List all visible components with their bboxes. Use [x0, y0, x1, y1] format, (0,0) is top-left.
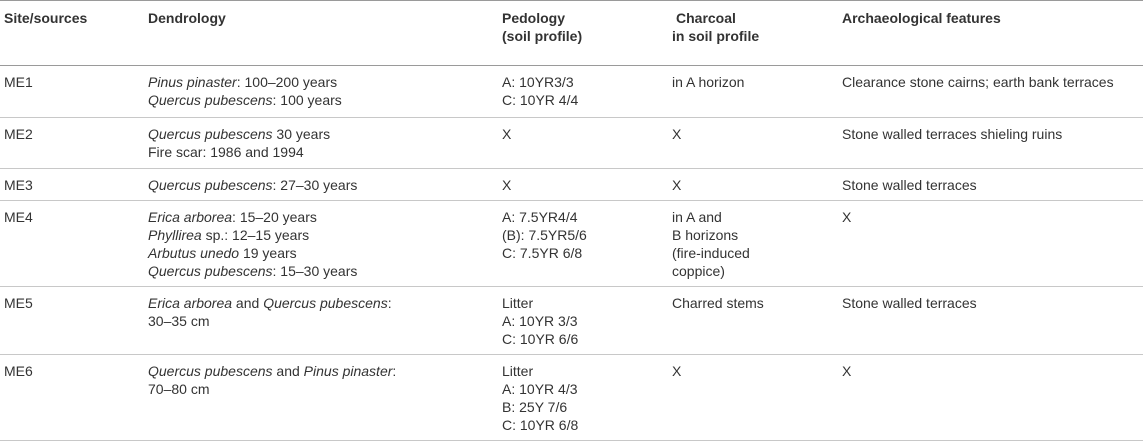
table-row	[0, 287, 1143, 355]
cell-pedology: A: 7.5YR4/4 (B): 7.5YR5/6 C: 7.5YR 6/8	[502, 209, 587, 261]
cell-pedology: Litter A: 10YR 4/3 B: 25Y 7/6 C: 10YR 6/8	[502, 363, 579, 433]
cell-site: ME2	[4, 126, 33, 142]
cell-site: ME6	[4, 363, 33, 379]
cell-archaeological: Clearance stone cairns; earth bank terraces	[842, 74, 1114, 90]
table-row	[0, 355, 1143, 441]
cell-site: ME3	[4, 177, 33, 193]
cell-archaeological: Stone walled terraces	[842, 177, 977, 193]
cell-archaeological: X	[842, 209, 852, 225]
header-site: Site/sources	[4, 10, 88, 26]
cell-charcoal: X	[672, 177, 682, 193]
cell-dendrology: Quercus pubescens 30 years Fire scar: 1986 and 1994	[148, 126, 331, 160]
cell-pedology: X	[502, 177, 512, 193]
cell-charcoal: in A and B horizons (fire-induced coppice)	[672, 209, 750, 279]
table-row	[0, 169, 1143, 201]
cell-dendrology: Erica arborea and Quercus pubescens: 30–35 cm	[148, 295, 392, 329]
cell-dendrology: Quercus pubescens and Pinus pinaster: 70–80 cm	[148, 363, 397, 397]
cell-charcoal: in A horizon	[672, 74, 745, 90]
header-dendrology: Dendrology	[148, 10, 226, 26]
cell-archaeological: Stone walled terraces	[842, 295, 977, 311]
cell-site: ME5	[4, 295, 33, 311]
cell-site: ME1	[4, 74, 33, 90]
cell-pedology: X	[502, 126, 512, 142]
cell-archaeological: X	[842, 363, 852, 379]
cell-charcoal: X	[672, 363, 682, 379]
cell-pedology: Litter A: 10YR 3/3 C: 10YR 6/6	[502, 295, 579, 347]
cell-site: ME4	[4, 209, 33, 225]
cell-charcoal: Charred stems	[672, 295, 764, 311]
cell-archaeological: Stone walled terraces shieling ruins	[842, 126, 1063, 142]
cell-pedology: A: 10YR3/3 C: 10YR 4/4	[502, 74, 579, 108]
header-charcoal: Charcoal in soil profile	[672, 10, 760, 44]
cell-dendrology: Pinus pinaster: 100–200 years Quercus pubescens: 100 years	[148, 74, 342, 108]
table-row	[0, 201, 1143, 287]
cell-dendrology: Quercus pubescens: 27–30 years	[148, 177, 358, 193]
cell-charcoal: X	[672, 126, 682, 142]
header-row	[0, 1, 1143, 66]
header-archaeological: Archaeological features	[842, 10, 1001, 26]
cell-dendrology: Erica arborea: 15–20 years Phyllirea sp.: 12–15 years Arbutus unedo 19 years Quercus pubescens: 15–30 years	[148, 209, 358, 279]
header-pedology: Pedology (soil profile)	[502, 10, 583, 44]
table-row	[0, 66, 1143, 118]
table-row	[0, 118, 1143, 169]
